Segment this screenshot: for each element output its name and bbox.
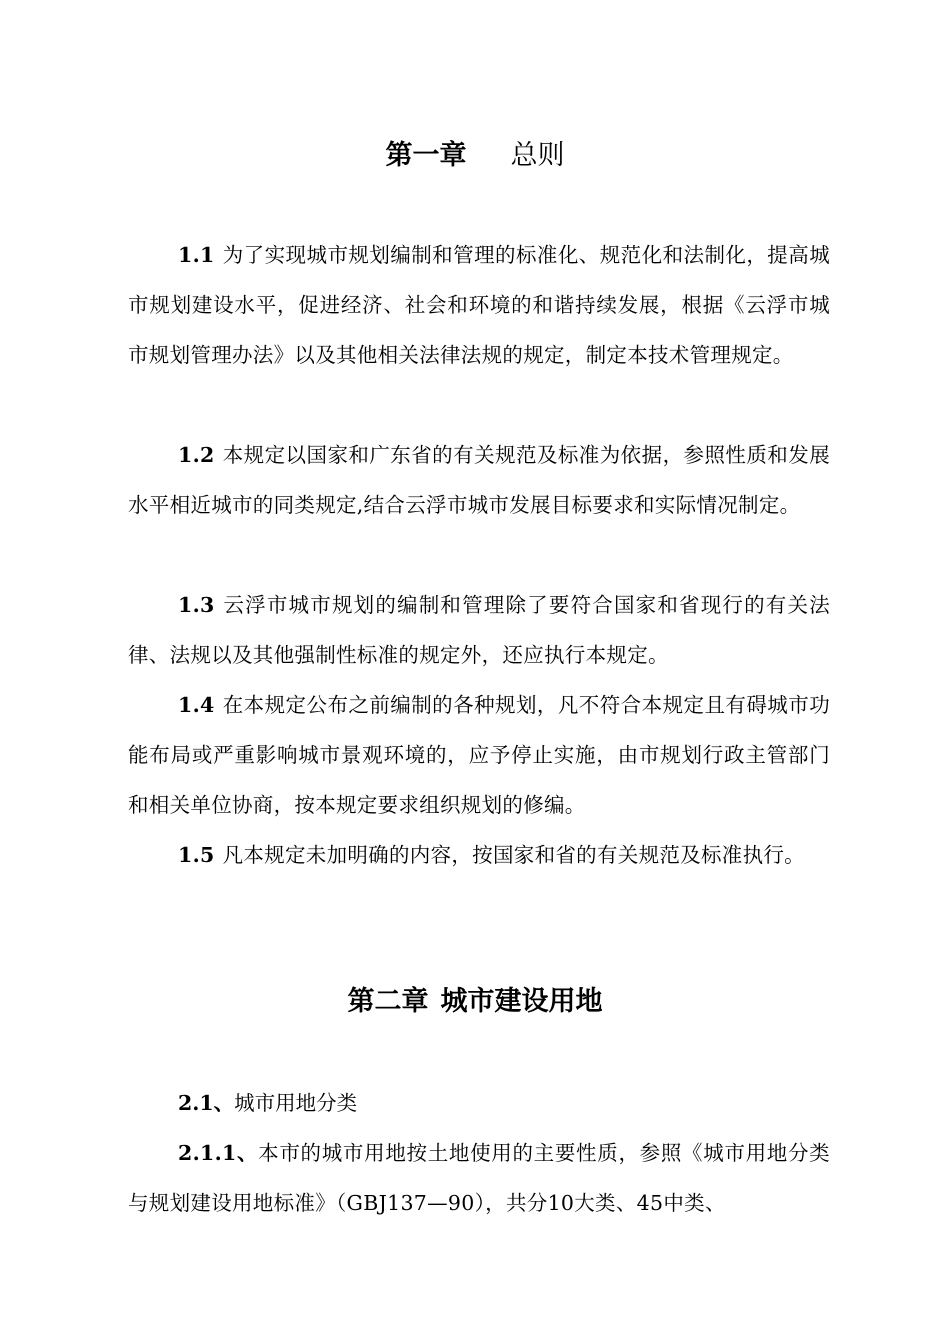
section-2-1	[128, 1078, 830, 1128]
section-number: 2.1.1、	[178, 1141, 259, 1165]
paragraph-text: 凡本规定未加明确的内容，按国家和省的有关规范及标准执行。	[222, 843, 805, 867]
paragraph-number: 1.5	[178, 843, 215, 867]
paragraph-1-3	[128, 580, 830, 680]
paragraph-number: 1.4	[178, 693, 215, 717]
section-text: 本市的城市用地按土地使用的主要性质，参照《城市用地分类与规划建设用地标准》（GBJ137—90），共分10大类、45中类、	[128, 1141, 830, 1215]
chapter-2-heading	[0, 984, 950, 1020]
paragraph-number: 1.3	[178, 593, 215, 617]
paragraph-1-4	[128, 680, 830, 830]
paragraph-1-1	[128, 230, 830, 380]
paragraph-number: 1.1	[178, 243, 215, 267]
chapter-1-title: 总则	[510, 140, 565, 171]
paragraph-text: 本规定以国家和广东省的有关规范及标准为依据，参照性质和发展水平相近城市的同类规定,结合云浮市城市发展目标要求和实际情况制定。	[128, 443, 830, 517]
paragraph-text: 云浮市城市规划的编制和管理除了要符合国家和省现行的有关法律、法规以及其他强制性标准的规定外，还应执行本规定。	[128, 593, 830, 667]
paragraph-1-5	[128, 830, 830, 880]
paragraph-1-2	[128, 430, 830, 530]
section-number: 2.1、	[178, 1091, 235, 1115]
chapter-2-number: 第二章	[347, 986, 429, 1017]
section-text: 城市用地分类	[234, 1091, 358, 1115]
paragraph-text: 在本规定公布之前编制的各种规划，凡不符合本规定且有碍城市功能布局或严重影响城市景观环境的，应予停止实施，由市规划行政主管部门和相关单位协商，按本规定要求组织规划的修编。	[128, 693, 830, 817]
chapter-1-number: 第一章	[385, 140, 467, 171]
chapter-1-heading	[0, 138, 950, 174]
paragraph-number: 1.2	[178, 443, 215, 467]
paragraph-text: 为了实现城市规划编制和管理的标准化、规范化和法制化，提高城市规划建设水平，促进经济、社会和环境的和谐持续发展，根据《云浮市城市规划管理办法》以及其他相关法律法规的规定，制定本技术管理规定。	[128, 243, 830, 367]
section-2-1-1	[128, 1128, 830, 1228]
chapter-2-title: 城市建设用地	[440, 986, 603, 1017]
